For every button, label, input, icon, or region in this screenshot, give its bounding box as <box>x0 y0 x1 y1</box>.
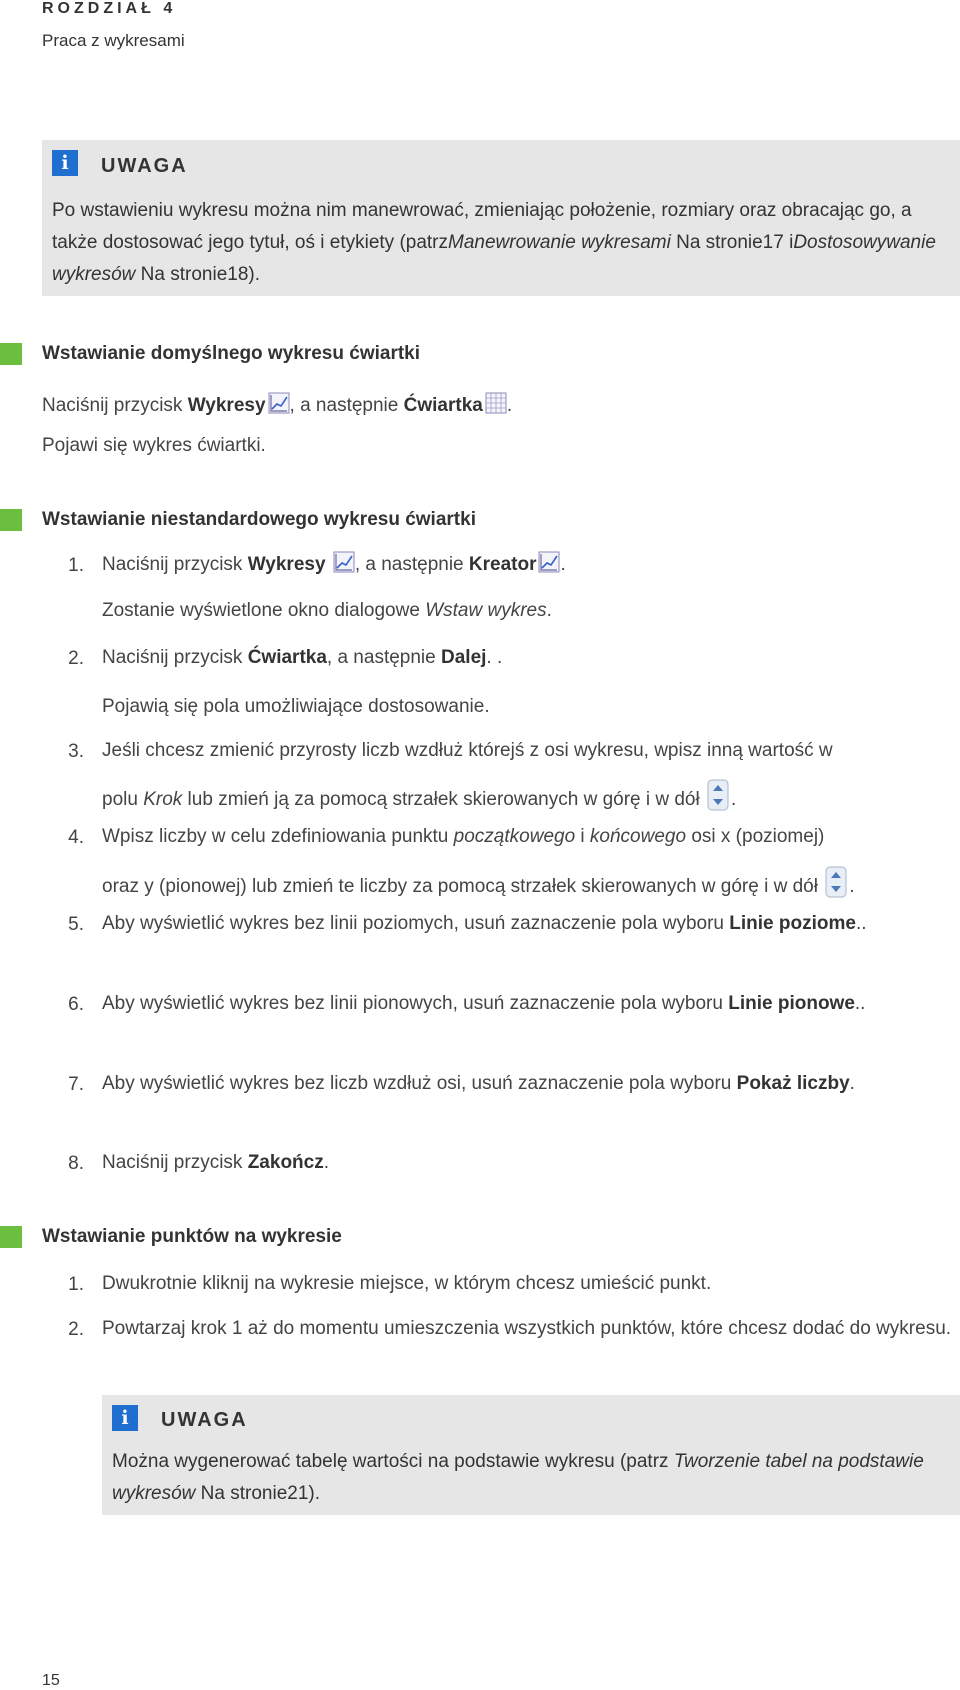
text: oraz y (pionowej) lub zmień te liczby za pomocą strzałek skierowanych w górę i w dół <box>102 876 818 897</box>
text-bold: Linie poziome <box>729 913 856 934</box>
paragraph: Pojawi się wykres ćwiartki. <box>42 435 266 456</box>
grid-icon <box>485 392 507 414</box>
step-text <box>102 987 892 1020</box>
section-marker-icon <box>0 343 22 365</box>
note-link-manewrowanie[interactable]: Manewrowanie wykresami <box>448 232 671 253</box>
text-bold: Kreator <box>468 554 537 575</box>
step-text: Jeśli chcesz zmienić przyrosty liczb wzdłuż którejś z osi wykresu, wpisz inną wartość w <box>102 740 833 761</box>
text: .. <box>854 993 866 1014</box>
text-bold: Dalej <box>441 647 487 668</box>
step-text: Powtarzaj krok 1 aż do momentu umieszczenia wszystkich punktów, które chcesz dodać do wykresu. <box>102 1318 952 1339</box>
note-box <box>42 140 960 296</box>
step-subtext <box>102 594 552 627</box>
step-number: 2. <box>68 648 84 669</box>
step-number: 2. <box>68 1319 84 1340</box>
paragraph <box>42 392 512 417</box>
note-text <box>112 1446 942 1510</box>
step-text: Dwukrotnie kliknij na wykresie miejsce, w którym chcesz umieścić punkt. <box>102 1273 712 1294</box>
step-text <box>102 641 502 674</box>
text: lub zmień ją za pomocą strzałek skierowanych w górę i w dół <box>182 789 700 810</box>
text: Naciśnij przycisk <box>102 554 248 575</box>
step-number: 7. <box>68 1074 84 1095</box>
text-bold: Pokaż liczby <box>736 1073 850 1094</box>
text: , a następnie <box>354 554 469 575</box>
section-title: Wstawianie punktów na wykresie <box>42 1226 342 1247</box>
spinner-icon <box>707 779 729 811</box>
note-text-part: Można wygenerować tabelę wartości na podstawie wykresu (patrz <box>112 1451 674 1472</box>
text-bold: Ćwiartka <box>247 647 327 668</box>
step-number: 4. <box>68 827 84 848</box>
text-italic: początkowego <box>453 826 576 847</box>
step-text <box>102 1146 329 1179</box>
text-bold: Zakończ <box>247 1152 324 1173</box>
info-icon: i <box>112 1405 138 1431</box>
step-subtext: Pojawią się pola umożliwiające dostosowanie. <box>102 696 490 717</box>
section-marker-icon <box>0 1226 22 1248</box>
note-label: UWAGA <box>101 155 188 177</box>
text: . <box>323 1152 330 1173</box>
chapter-subtitle: Praca z wykresami <box>42 31 185 50</box>
text-bold: Wykresy <box>187 395 266 416</box>
text: , a następnie <box>289 395 404 416</box>
note-text-part: Na stronie17 i <box>670 232 794 253</box>
step-number: 8. <box>68 1153 84 1174</box>
step-number: 3. <box>68 741 84 762</box>
step-text-line2 <box>102 866 855 903</box>
page-number: 15 <box>42 1672 60 1689</box>
text-bold: Wykresy <box>247 554 326 575</box>
text-bold: Linie pionowe <box>728 993 855 1014</box>
text: Wpisz liczby w celu zdefiniowania punktu <box>102 826 454 847</box>
text-italic: Krok <box>143 789 183 810</box>
text: Naciśnij przycisk <box>102 1152 248 1173</box>
note-link-tworzenie-tabel[interactable]: Tworzenie tabel na podstawie wykresów <box>112 1451 924 1504</box>
step-text <box>102 548 566 581</box>
text: , a następnie <box>326 647 441 668</box>
section-title: Wstawianie niestandardowego wykresu ćwiartki <box>42 509 476 530</box>
step-number: 6. <box>68 994 84 1015</box>
text: . <box>731 789 737 810</box>
chart-icon <box>268 392 290 414</box>
chapter-label: ROZDZIAŁ 4 <box>42 0 177 17</box>
note-label: UWAGA <box>161 1409 248 1431</box>
spinner-icon <box>825 866 847 898</box>
note-text-part: Na stronie18). <box>135 264 261 285</box>
note-link-dostosowywanie[interactable]: Dostosowywanie wykresów <box>52 232 936 285</box>
info-icon: i <box>52 150 78 176</box>
text: . . <box>486 647 503 668</box>
text-bold: Ćwiartka <box>403 395 483 416</box>
text: i <box>575 826 590 847</box>
text: .. <box>855 913 867 934</box>
step-text-line2 <box>102 779 736 816</box>
text: . <box>506 395 513 416</box>
note-text <box>52 195 947 291</box>
text: Aby wyświetlić wykres bez linii pionowych, usuń zaznaczenie pola wyboru <box>102 993 729 1014</box>
chart-icon <box>333 551 355 573</box>
section-marker-icon <box>0 509 22 531</box>
text-italic: końcowego <box>589 826 687 847</box>
text: . <box>546 600 552 621</box>
text: Naciśnij przycisk <box>102 647 248 668</box>
text: Aby wyświetlić wykres bez linii poziomych, usuń zaznaczenie pola wyboru <box>102 913 730 934</box>
text: . <box>849 1073 855 1094</box>
text: . <box>560 554 566 575</box>
section-title: Wstawianie domyślnego wykresu ćwiartki <box>42 343 421 364</box>
step-number: 1. <box>68 555 84 576</box>
note-box <box>102 1395 960 1515</box>
note-text-part: Po wstawieniu wykresu można nim manewrować, zmieniając położenie, rozmiary oraz obracając go, a także dostosować jego tytuł, oś i etykiety (patrz <box>52 200 912 253</box>
step-number: 1. <box>68 1274 84 1295</box>
text-italic: Wstaw wykres <box>425 600 547 621</box>
step-text <box>102 820 824 853</box>
wizard-chart-icon <box>538 551 560 573</box>
text: Aby wyświetlić wykres bez liczb wzdłuż osi, usuń zaznaczenie pola wyboru <box>102 1073 737 1094</box>
text: Zostanie wyświetlone okno dialogowe <box>102 600 426 621</box>
text: Naciśnij przycisk <box>42 395 188 416</box>
step-text <box>102 1067 892 1100</box>
step-number: 5. <box>68 914 84 935</box>
text: . <box>849 876 855 897</box>
text: osi x (poziomej) <box>686 826 825 847</box>
text: polu <box>102 789 144 810</box>
step-text <box>102 907 892 940</box>
note-text-part: Na stronie21). <box>195 1483 321 1504</box>
